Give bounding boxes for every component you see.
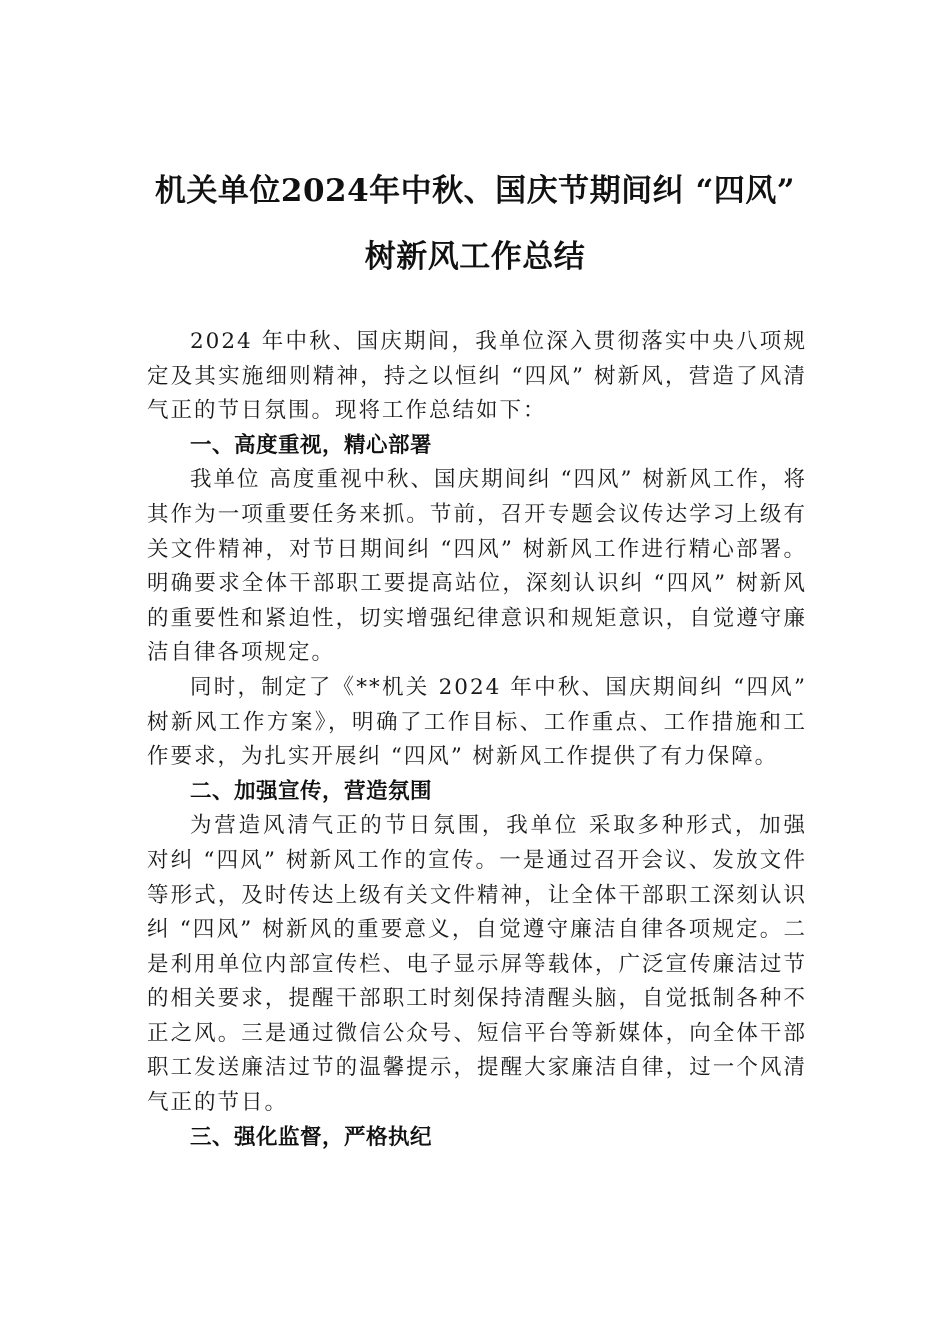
document-body xyxy=(147,325,807,1155)
document-title: 机关单位2024年中秋、国庆节期间纠 “四风” 树新风工作总结 xyxy=(154,173,796,275)
section-heading-1: 一、高度重视，精心部署 xyxy=(190,432,433,458)
section-2-paragraph-1: 为营造风清气正的节日氛围，我单位 采取多种形式，加强对纠 “四风” 树新风工作的宣传。一是通过召开会议、发放文件等形式，及时传达上级有关文件精神，让全体干部职工深刻认识纠 “四风” 树新风的重要意义，自觉遵守廉洁自律各项规定。二是利用单位内部宣传栏、电子显示屏等载体，广泛宣传廉洁过节的相关要求，提醒干部职工时刻保持清醒头脑，自觉抵制各种不正之风。三是通过微信公众号、短信平台等新媒体，向全体干部职工发送廉洁过节的温馨提示，提醒大家廉洁自律，过一个风清气正的节日。 xyxy=(147,813,807,1116)
section-1-paragraph-2: 同时，制定了《**机关 2024 年中秋、国庆期间纠 “四风” 树新风工作方案》，明确了工作目标、工作重点、工作措施和工作要求，为扎实开展纠 “四风” 树新风工作提供了有力保障。 xyxy=(147,674,807,770)
section-heading-3: 三、强化监督，严格执纪 xyxy=(190,1124,433,1150)
section-heading-2: 二、加强宣传，营造氛围 xyxy=(190,778,433,804)
intro-paragraph: 2024 年中秋、国庆期间，我单位深入贯彻落实中央八项规定及其实施细则精神，持之以恒纠 “四风” 树新风，营造了风清气正的节日氛围。现将工作总结如下： xyxy=(147,329,807,424)
section-1-paragraph-1: 我单位 高度重视中秋、国庆期间纠 “四风” 树新风工作，将其作为一项重要任务来抓。节前，召开专题会议传达学习上级有关文件精神，对节日期间纠 “四风” 树新风工作进行精心部署。明确要求全体干部职工要提高站位，深刻认识纠 “四风” 树新风的重要性和紧迫性，切实增强纪律意识和规矩意识，自觉遵守廉洁自律各项规定。 xyxy=(147,467,807,666)
